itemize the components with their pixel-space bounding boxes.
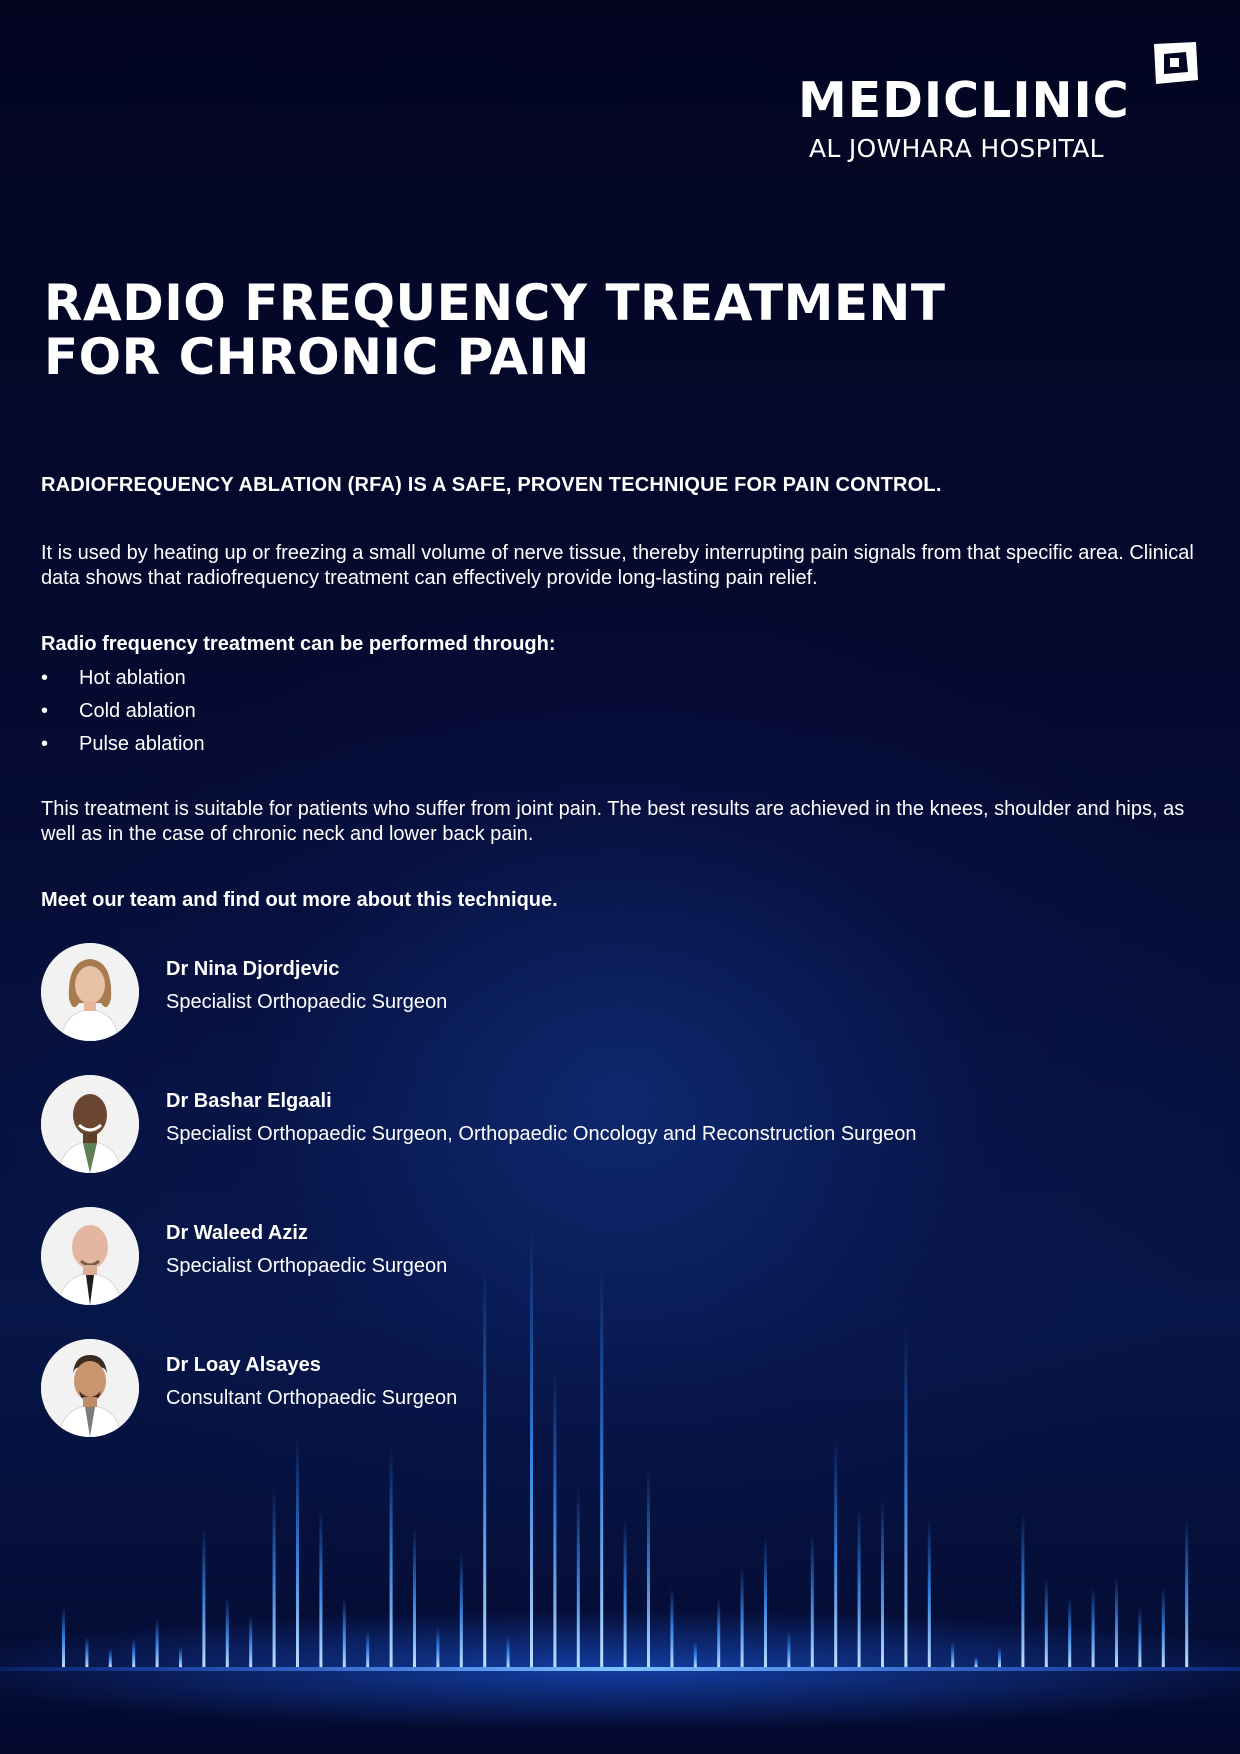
wave-spike bbox=[647, 1467, 650, 1667]
wave-spike bbox=[975, 1657, 978, 1667]
wave-spike bbox=[577, 1487, 580, 1667]
wave-spike bbox=[904, 1327, 907, 1667]
wave-spike bbox=[670, 1587, 673, 1667]
avatar bbox=[41, 1075, 139, 1173]
title-line-2: FOR CHRONIC PAIN bbox=[44, 328, 590, 386]
wave-spike bbox=[390, 1447, 393, 1667]
wave-spike bbox=[553, 1367, 556, 1667]
wave-spike bbox=[483, 1267, 486, 1667]
wave-spike bbox=[109, 1649, 112, 1667]
wave-spike bbox=[132, 1639, 135, 1667]
wave-spike bbox=[366, 1631, 369, 1667]
wave-spike bbox=[998, 1647, 1001, 1667]
wave-spike bbox=[273, 1487, 276, 1667]
methods-heading: Radio frequency treatment can be performed through: bbox=[41, 633, 556, 655]
wave-spike bbox=[413, 1527, 416, 1667]
doctor-name: Dr Loay Alsayes bbox=[166, 1354, 321, 1376]
wave-spike bbox=[1045, 1577, 1048, 1667]
wave-spike bbox=[1115, 1577, 1118, 1667]
doctor-name: Dr Bashar Elgaali bbox=[166, 1090, 332, 1112]
wave-spike bbox=[436, 1627, 439, 1667]
wave-spike bbox=[951, 1642, 954, 1667]
wave-spike bbox=[249, 1615, 252, 1667]
team-heading: Meet our team and find out more about this technique. bbox=[41, 889, 558, 911]
wave-spike bbox=[179, 1647, 182, 1667]
wave-spike bbox=[156, 1619, 159, 1667]
wave-spike bbox=[624, 1517, 627, 1667]
wave-spike bbox=[694, 1642, 697, 1667]
wave-spike bbox=[881, 1497, 884, 1667]
wave-spike bbox=[202, 1527, 205, 1667]
method-label: Pulse ablation bbox=[79, 733, 205, 755]
wave-spike bbox=[507, 1637, 510, 1667]
mediclinic-logo-icon bbox=[1150, 40, 1200, 86]
list-item bbox=[41, 663, 205, 696]
wave-spike bbox=[600, 1267, 603, 1667]
doctor-card bbox=[41, 943, 1141, 1043]
wave-spike bbox=[1185, 1517, 1188, 1667]
method-label: Hot ablation bbox=[79, 667, 186, 689]
lead-statement: RADIOFREQUENCY ABLATION (RFA) IS A SAFE, PROVEN TECHNIQUE FOR PAIN CONTROL. bbox=[41, 474, 942, 496]
bullet-icon: • bbox=[41, 700, 49, 722]
wave-spike bbox=[787, 1632, 790, 1667]
bullet-icon: • bbox=[41, 733, 49, 755]
wave-spike bbox=[764, 1537, 767, 1667]
wave-spike bbox=[530, 1227, 533, 1667]
wave-spike bbox=[343, 1597, 346, 1667]
wave-spike bbox=[717, 1597, 720, 1667]
doctor-portrait-icon bbox=[41, 1075, 139, 1173]
intro-paragraph: It is used by heating up or freezing a small volume of nerve tissue, thereby interrupting pain signals from that specific area. Clinical data shows that radiofrequency treatment can effectively provide long-lasting pain relief. bbox=[41, 542, 1194, 589]
doctor-name: Dr Waleed Aziz bbox=[166, 1222, 308, 1244]
wave-spike bbox=[460, 1552, 463, 1667]
wave-spike bbox=[296, 1437, 299, 1667]
doctor-role: Specialist Orthopaedic Surgeon bbox=[166, 1255, 448, 1277]
wave-spike bbox=[1092, 1587, 1095, 1667]
doctor-role: Specialist Orthopaedic Surgeon, Orthopaedic Oncology and Reconstruction Surgeon bbox=[166, 1123, 917, 1145]
doctor-card bbox=[41, 1075, 1141, 1175]
wave-spike bbox=[85, 1637, 88, 1667]
title-line-1: RADIO FREQUENCY TREATMENT bbox=[44, 274, 946, 332]
bullet-icon: • bbox=[41, 667, 49, 689]
list-item bbox=[41, 696, 205, 729]
method-label: Cold ablation bbox=[79, 700, 196, 722]
wave-spike bbox=[811, 1532, 814, 1667]
wave-spike bbox=[319, 1507, 322, 1667]
doctor-role: Specialist Orthopaedic Surgeon bbox=[166, 991, 448, 1013]
frequency-wave-decoration bbox=[0, 1200, 1240, 1754]
wave-spike bbox=[858, 1507, 861, 1667]
wave-spike bbox=[834, 1437, 837, 1667]
suitability-paragraph: This treatment is suitable for patients who suffer from joint pain. The best results are achieved in the knees, shoulder and hips, as well as in the case of chronic neck and lower back pain. bbox=[41, 798, 1185, 845]
page-title bbox=[44, 276, 946, 384]
list-item bbox=[41, 729, 205, 762]
doctor-role: Consultant Orthopaedic Surgeon bbox=[166, 1387, 458, 1409]
doctor-portrait-icon bbox=[41, 943, 139, 1041]
wave-spike bbox=[1068, 1597, 1071, 1667]
brand-name: MEDICLINIC bbox=[798, 72, 1130, 129]
wave-spike bbox=[226, 1597, 229, 1667]
wave-spike bbox=[928, 1517, 931, 1667]
wave-spike bbox=[1021, 1512, 1024, 1667]
brand-subtitle: AL JOWHARA HOSPITAL bbox=[809, 134, 1104, 163]
wave-spike bbox=[741, 1567, 744, 1667]
wave-spike bbox=[1138, 1607, 1141, 1667]
wave-spike bbox=[62, 1607, 65, 1667]
wave-spike bbox=[1162, 1587, 1165, 1667]
methods-list bbox=[41, 663, 205, 762]
doctor-name: Dr Nina Djordjevic bbox=[166, 958, 340, 980]
avatar bbox=[41, 943, 139, 1041]
